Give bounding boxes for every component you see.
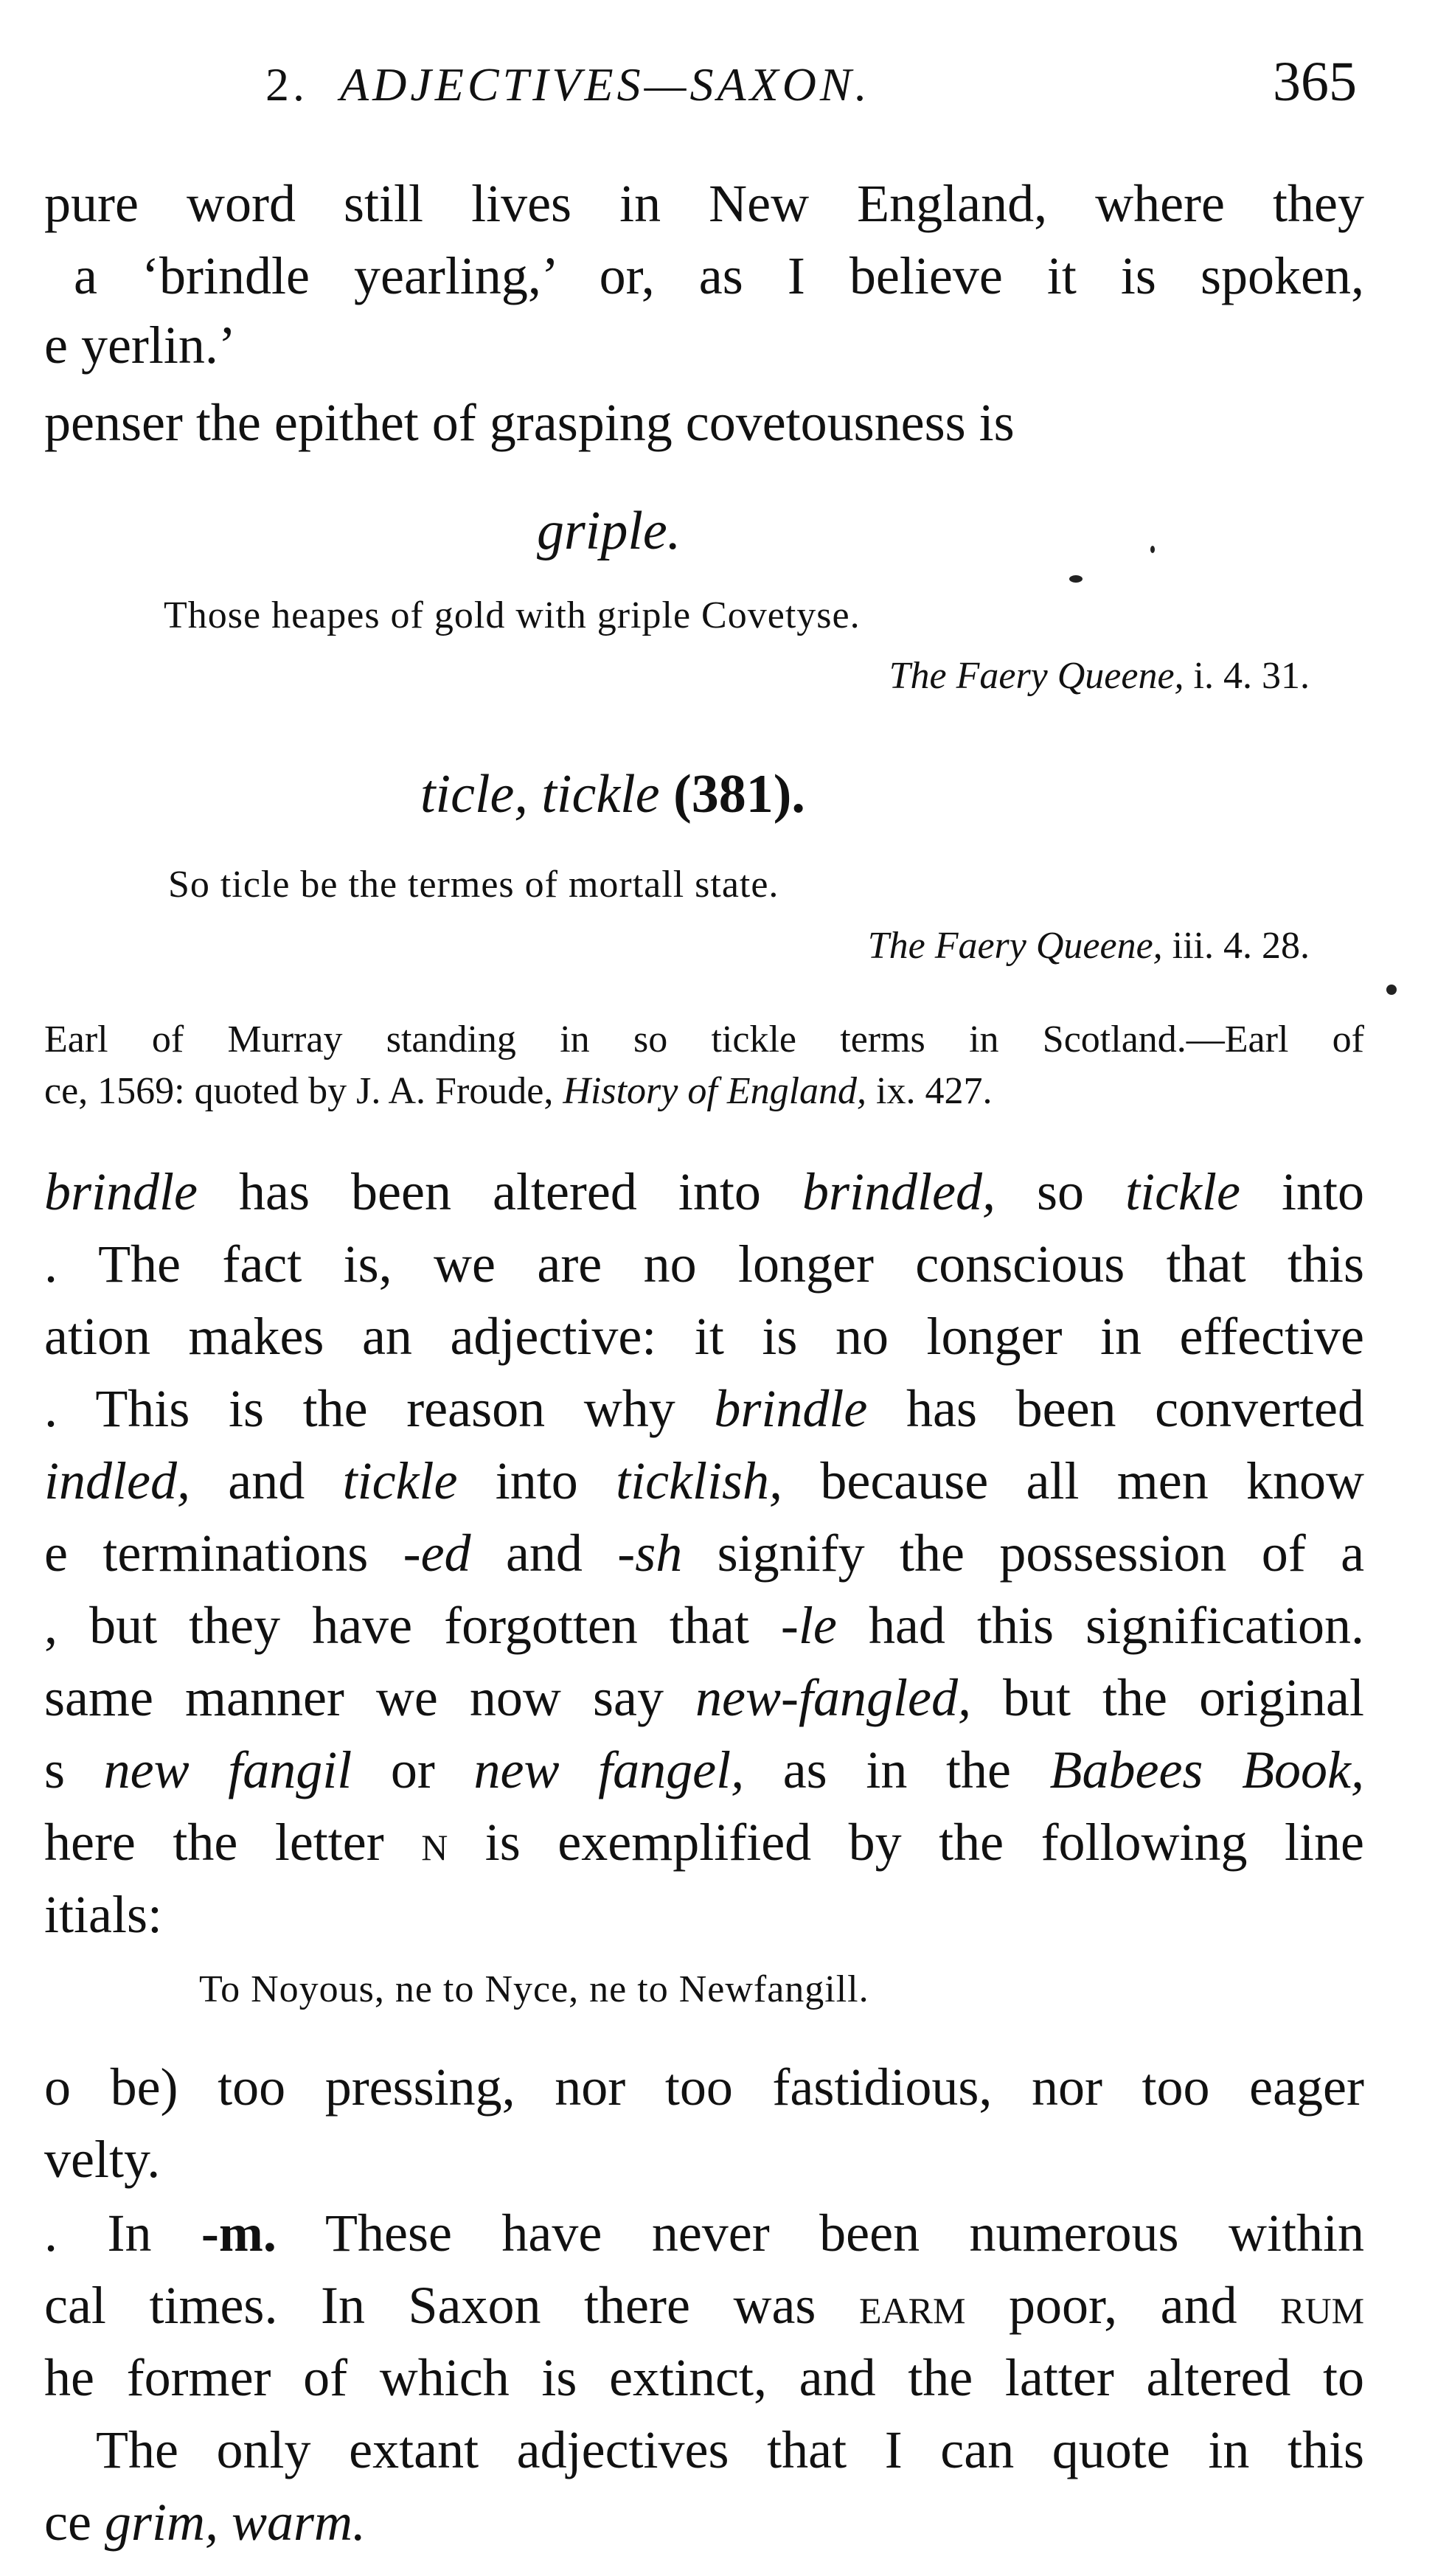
- text-line: . This is the reason why brindle has been converted: [44, 1379, 1365, 1438]
- text-line: o be) too pressing, nor too fastidious, nor too eager: [44, 2058, 1364, 2117]
- note-line: Earl of Murray standing in so tickle terms in Scotland.—Earl of: [44, 1018, 1364, 1060]
- citation-work: The Faery Queene,: [867, 925, 1163, 967]
- citation: [889, 654, 1310, 698]
- text-line: ation makes an adjective: it is no longer in effective: [44, 1307, 1364, 1366]
- text-line: he former of which is extinct, and the latter altered to: [44, 2348, 1364, 2407]
- headword-text: ticle, tickle: [420, 764, 660, 824]
- quotation: To Noyous, ne to Nyce, ne to Newfangill.: [199, 1968, 869, 2010]
- running-title: [265, 58, 871, 112]
- text-line: brindle has been altered into brindled, so tickle into: [44, 1162, 1365, 1221]
- text-line: itials:: [44, 1885, 162, 1944]
- text-line: s new fangil or new fangel, as in the Babees Book,: [44, 1740, 1365, 1799]
- quotation: Those heapes of gold with griple Covetyse.: [164, 594, 861, 636]
- text-line: pure word still lives in New England, where they: [44, 174, 1364, 233]
- text-line: e yerlin.’: [44, 316, 236, 375]
- text-line: same manner we now say new-fangled, but the original: [44, 1668, 1365, 1727]
- text-line: e terminations -ed and -sh signify the possession of a: [44, 1524, 1365, 1583]
- citation-ref: i. 4. 31.: [1193, 655, 1310, 697]
- text-line: . The fact is, we are no longer conscious that this: [44, 1235, 1364, 1294]
- citation: [868, 924, 1310, 968]
- text-line: indled, and tickle into ticklish, because all men know: [44, 1451, 1365, 1510]
- citation-work: The Faery Queene,: [889, 655, 1184, 697]
- text-line: penser the epithet of grasping covetousness is: [44, 393, 1015, 452]
- section-number: 2.: [265, 58, 308, 111]
- text-line: ce grim, warm.: [44, 2493, 366, 2552]
- text-line: cal times. In Saxon there was earm poor, and rum: [44, 2276, 1365, 2335]
- headword: [420, 763, 805, 826]
- headword-ref: (381).: [673, 764, 805, 824]
- scan-speck: [1386, 985, 1397, 995]
- section-title: ADJECTIVES—SAXON.: [340, 58, 871, 111]
- page-number: 365: [1273, 51, 1357, 113]
- text-line: a ‘brindle yearling,’ or, as I believe it is spoken,: [74, 246, 1364, 305]
- quotation: So ticle be the termes of mortall state.: [168, 864, 779, 906]
- text-line: here the letter n is exemplified by the following line: [44, 1813, 1364, 1872]
- text-line: , but they have forgotten that -le had this signification.: [44, 1596, 1365, 1655]
- text-line: velty.: [44, 2130, 161, 2189]
- citation-ref: iii. 4. 28.: [1172, 925, 1310, 967]
- text-line: The only extant adjectives that I can quote in this: [96, 2420, 1364, 2479]
- headword: griple.: [537, 501, 681, 561]
- scan-speck: [1069, 575, 1083, 583]
- running-header: [265, 43, 1357, 124]
- scan-speck: [1150, 546, 1155, 553]
- note-line: ce, 1569: quoted by J. A. Froude, History of England, ix. 427.: [44, 1070, 993, 1112]
- text-line: . In -m. These have never been numerous within: [44, 2204, 1364, 2263]
